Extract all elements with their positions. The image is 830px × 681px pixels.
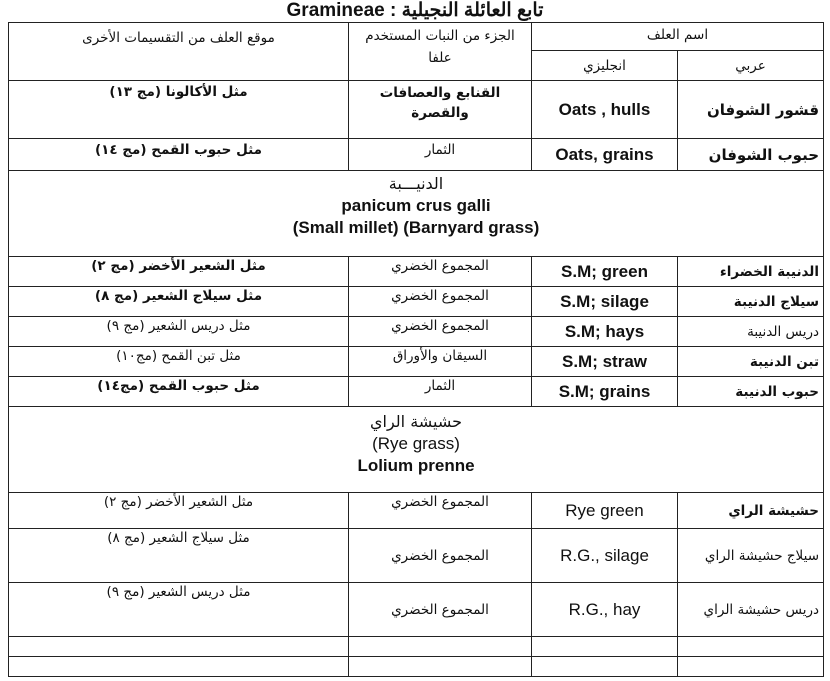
millet-latin-name: panicum crus galli	[341, 196, 491, 215]
english-text: Oats , hulls	[558, 99, 651, 119]
cell-arabic	[678, 583, 824, 637]
arabic-text: حشيشة الراي	[728, 502, 820, 519]
english-text: S.M; straw	[561, 351, 648, 371]
part-text: السيقان والأوراق	[392, 348, 488, 364]
cell-english	[532, 493, 678, 529]
empty-cell	[349, 657, 532, 677]
english-text: S.M; green	[561, 261, 648, 281]
header-english	[532, 51, 678, 81]
part-text: المجموع الخضري	[391, 258, 489, 274]
cell-part	[349, 257, 532, 287]
location-text: مثل الشعير الأخضر (مج ٢)	[103, 494, 254, 510]
cell-location	[9, 347, 349, 377]
empty-row	[9, 657, 824, 677]
cell-location	[9, 583, 349, 637]
header-part-used-text: الجزء من النبات المستخدم علفا	[365, 28, 515, 66]
cell-arabic	[678, 317, 824, 347]
cell-part	[349, 139, 532, 171]
cell-part	[349, 347, 532, 377]
cell-part	[349, 81, 532, 139]
location-text: مثل الأكالونا (مج ١٣)	[109, 84, 248, 100]
rye-latin-name: Lolium prenne	[357, 456, 475, 475]
cell-arabic	[678, 81, 824, 139]
empty-cell	[678, 657, 824, 677]
header-location	[9, 23, 349, 81]
cell-location	[9, 287, 349, 317]
part-text: الثمار	[424, 142, 456, 158]
empty-cell	[9, 637, 349, 657]
empty-cell	[532, 657, 678, 677]
header-location-text: موقع العلف من التقسيمات الأخرى	[82, 30, 275, 46]
empty-cell	[349, 637, 532, 657]
rye-arabic-name: حشيشة الراي	[369, 412, 463, 431]
cell-part	[349, 287, 532, 317]
section-millet	[9, 171, 824, 257]
empty-row	[9, 637, 824, 657]
cell-english	[532, 347, 678, 377]
rye-english-name: (Rye grass)	[372, 434, 460, 453]
cell-arabic	[678, 347, 824, 377]
table-row	[9, 377, 824, 407]
table-row	[9, 139, 824, 171]
cell-english	[532, 317, 678, 347]
table-row	[9, 529, 824, 583]
english-text: S.M; silage	[560, 291, 649, 311]
english-text: S.M; hays	[564, 321, 645, 341]
arabic-text: سيلاج حشيشة الراي	[704, 547, 820, 564]
header-english-text: انجليزي	[583, 57, 626, 74]
cell-arabic	[678, 493, 824, 529]
english-text: Rye green	[565, 500, 644, 520]
location-text: مثل الشعير الأخضر (مج ٢)	[91, 258, 266, 274]
cell-location	[9, 493, 349, 529]
part-text: المجموع الخضري	[391, 318, 489, 334]
header-part-used	[349, 23, 532, 81]
english-text: Oats, grains	[555, 144, 654, 164]
part-text: المجموع الخضري	[391, 547, 489, 564]
cell-location	[9, 139, 349, 171]
feed-table	[8, 22, 824, 677]
arabic-text: تبن الدنيبة	[749, 353, 820, 370]
cell-location	[9, 377, 349, 407]
arabic-text: دريس حشيشة الراي	[703, 601, 820, 618]
location-text: مثل حبوب القمح (مج١٤)	[97, 378, 260, 394]
cell-part	[349, 317, 532, 347]
empty-cell	[9, 657, 349, 677]
cell-location	[9, 257, 349, 287]
cell-location	[9, 529, 349, 583]
table-row	[9, 583, 824, 637]
header-arabic-text: عربي	[735, 57, 766, 74]
table-row	[9, 257, 824, 287]
cell-part	[349, 377, 532, 407]
table-header-row	[9, 23, 824, 51]
arabic-text: الدنيبة الخضراء	[719, 263, 820, 280]
header-feed-name-text: اسم العلف	[646, 27, 709, 43]
cell-english	[532, 377, 678, 407]
part-text: الثمار	[424, 378, 456, 394]
cell-english	[532, 583, 678, 637]
table-row	[9, 81, 824, 139]
header-feed-name	[532, 23, 824, 51]
cell-english	[532, 139, 678, 171]
cell-arabic	[678, 377, 824, 407]
location-text: مثل سيلاج الشعير (مج ٨)	[94, 288, 263, 304]
arabic-text: حبوب الشوفان	[708, 145, 820, 164]
section-rye	[9, 407, 824, 493]
location-text: مثل دريس الشعير (مج ٩)	[106, 318, 251, 334]
english-text: S.M; grains	[558, 381, 651, 401]
millet-english-name: (Small millet) (Barnyard grass)	[292, 218, 540, 237]
cell-english	[532, 287, 678, 317]
cell-english	[532, 529, 678, 583]
english-text: R.G., hay	[568, 599, 641, 619]
cell-arabic	[678, 287, 824, 317]
cell-english	[532, 81, 678, 139]
english-text: R.G., silage	[560, 545, 649, 565]
table-row	[9, 347, 824, 377]
empty-cell	[678, 637, 824, 657]
cell-arabic	[678, 139, 824, 171]
millet-arabic-name: الدنيـــبة	[388, 174, 444, 193]
cell-location	[9, 317, 349, 347]
cell-arabic	[678, 529, 824, 583]
cell-location	[9, 81, 349, 139]
cell-arabic	[678, 257, 824, 287]
location-text: مثل تبن القمح (مج١٠)	[116, 348, 241, 364]
arabic-text: سيلاج الدنيبة	[733, 293, 820, 310]
location-text: مثل حبوب القمح (مج ١٤)	[94, 142, 263, 158]
part-text: المجموع الخضري	[391, 601, 489, 618]
table-row	[9, 493, 824, 529]
section-millet-cell	[9, 171, 824, 257]
cell-part	[349, 493, 532, 529]
location-text: مثل سيلاج الشعير (مج ٨)	[107, 530, 250, 546]
arabic-text: قشور الشوفان	[706, 100, 820, 119]
part-text: القنابع والعصافات والقصرة	[379, 85, 501, 121]
table-row	[9, 287, 824, 317]
arabic-text: حبوب الدنيبة	[735, 383, 820, 400]
location-text: مثل دريس الشعير (مج ٩)	[106, 584, 251, 600]
part-text: المجموع الخضري	[391, 288, 489, 304]
table-row	[9, 317, 824, 347]
page-title: تابع العائلة النجيلية : Gramineae	[286, 0, 544, 21]
section-rye-cell	[9, 407, 824, 493]
part-text: المجموع الخضري	[391, 494, 489, 510]
cell-part	[349, 529, 532, 583]
header-arabic	[678, 51, 824, 81]
cell-part	[349, 583, 532, 637]
cell-english	[532, 257, 678, 287]
empty-cell	[532, 637, 678, 657]
arabic-text: دريس الدنيبة	[747, 323, 820, 340]
